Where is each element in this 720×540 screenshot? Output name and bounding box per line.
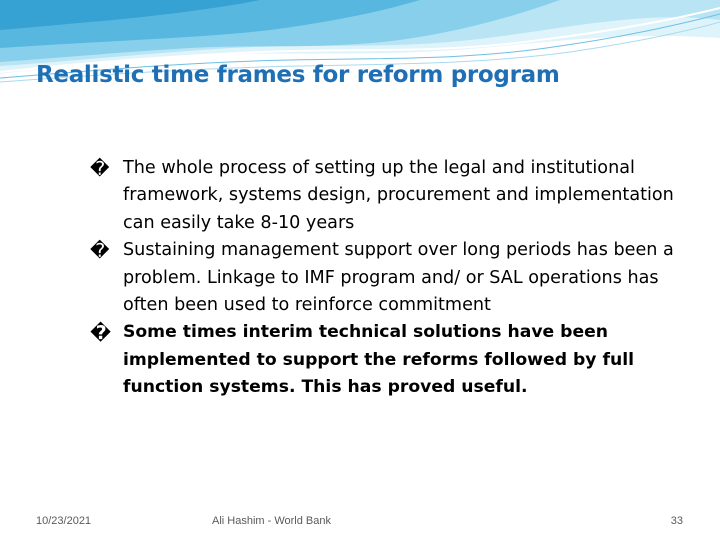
bullet-text: The whole process of setting up the legal and institutional framework, systems design, procurement and implementation can easily take 8-10 years: [123, 158, 674, 233]
bullet-marker-icon: �: [90, 322, 112, 345]
footer-author: Ali Hashim - World Bank: [212, 515, 331, 527]
bullet-list: [90, 155, 680, 402]
footer-date: 10/23/2021: [36, 515, 92, 527]
bullet-item: [90, 237, 680, 319]
page-number: 33: [670, 515, 683, 527]
bullet-item: [90, 155, 680, 237]
bullet-text: Sustaining management support over long periods has been a problem. Linkage to IMF program and/ or SAL operations has often been used to reinforce commitment: [123, 240, 674, 316]
bullet-marker-icon: �: [90, 240, 110, 263]
bullet-marker-icon: �: [90, 158, 110, 180]
bullet-item: [90, 319, 680, 401]
slide-title: Realistic time frames for reform program: [36, 62, 560, 88]
bullet-text: Some times interim technical solutions have been implemented to support the reforms followed by full function systems. This has proved useful.: [123, 322, 634, 398]
